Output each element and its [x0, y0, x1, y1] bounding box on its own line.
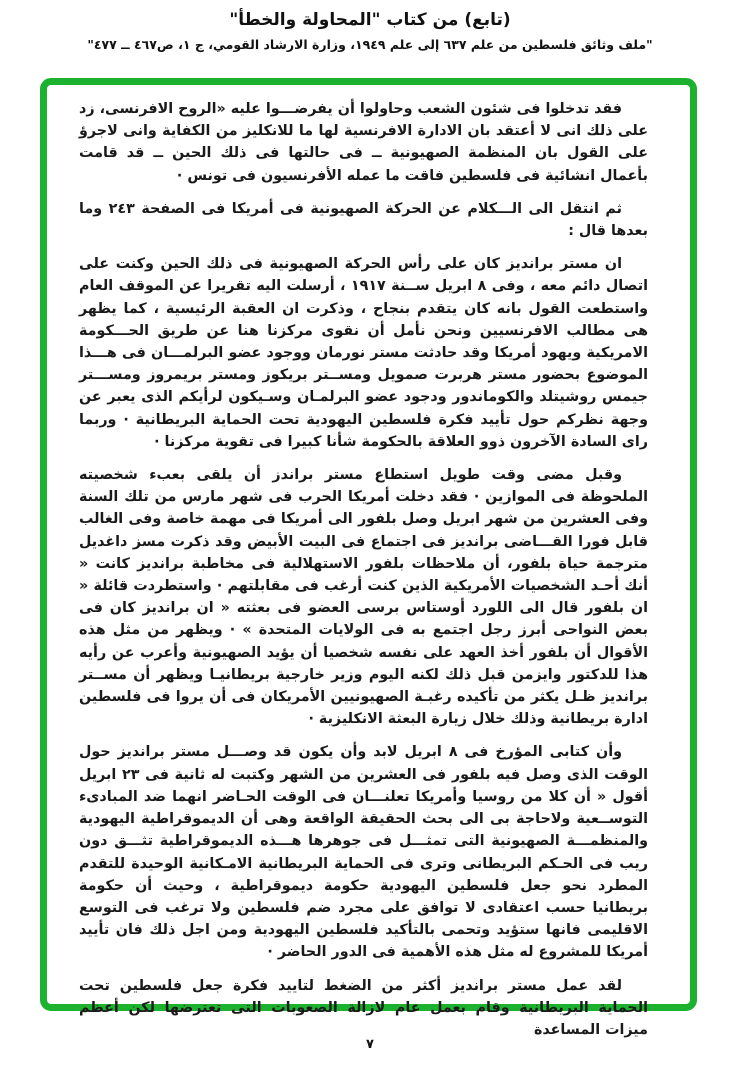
source-citation: "ملف وثائق فلسطين من علم ٦٣٧ إلى علم ١٩٤٩، وزارة الارشاد القومي، ج ١، ص٤٦٧ ــ ٤٧٧" — [87, 37, 653, 52]
paragraph-2: ثم انتقل الى الـــكلام عن الحركة الصهيونية فى أمريكا فى الصفحة ٢٤٣ وما بعدها قال : — [79, 200, 648, 240]
paragraph-1: فقد تدخلوا فى شئون الشعب وحاولوا أن يفرضـــوا عليه «الروح الافرنسى، زد على ذلك انى لا أعتقد بان الادارة الافرنسية لها ما للانكليز من الكفاية وانى لاجرؤ على القول بان المنظمة الصهيونية ــ فى حالتها فى ذلك الحين ــ قد قامت بأعمال انشائية فى فلسطين فاقت ما عمله الأفرنسيون فى تونس · — [79, 101, 648, 184]
page-number: ٧ — [366, 1037, 374, 1052]
scanned-text-block — [79, 98, 648, 1052]
paragraph-3: ان مستر برانديز كان على رأس الحركة الصهيونية فى ذلك الحين وكنت على اتصال دائم معه ، وفى ٨ ابريل ســنة ١٩١٧ ، أرسلت اليه تقريرا عن الموقف العام واستطعت القول بانه كان يتقدم بنجاح ، وذكرت ان العقبة الرئيسية ، كما يظهر هى مطالب الافرنسيين ونحن نأمل أن نقوى مركزنا هنا عن طريق الحـــكومة الامريكية ويهود أمريكا وقد حادثت مستر نورمان ووجود عضو البرلمـــان فى هـــذا الموضوع بحضور مستر هربرت صمويل ومســتر بريكوز ومستر بريمروز ومســـتر جيمس روشيتلد والكوماندور ودجود عضو البرلمـان وسـيكون لرأيكم الذى يعبر عن وجهة نظركم حول تأييد فكرة فلسطين اليهودية تحت الحماية البريطانية · وربما راى السادة الآخرون ذوو العلاقة بالحكومة شأنا كبيرا فى تقوية مركزنا · — [79, 256, 648, 450]
book-title: (تابع) من كتاب "المحاولة والخطأ" — [229, 10, 511, 30]
page-header — [0, 10, 740, 52]
paragraph-4: وقبل مضى وقت طويل استطاع مستر براندز أن يلقى بعبء شخصيته الملحوظة فى الموازين · فقد دخلت أمريكا الحرب فى شهر مارس من تلك السنة وفى العشرين من شهر ابريل وصل بلفور الى أمريكا فى مهمة خاصة وفى الغالب قابل فورا القـــاضى برانديز فى اجتماع فى البيت الأبيض وقد ذكرت مسز داغديل مترجمة حياة بلفور، أن ملاحظات بلفور الاستهلالية فى مخاطبة برانديز كانت « أنك أحـد الشخصيات الأمريكية الذين كنت أرغب فى مقابلتهم · واستطردت قائلة « ان بلفور قال الى اللورد أوستاس برسى العضو فى بعثته « ان برانديز كان فى بعض النواحى أبرز رجل اجتمع به فى الولايات المتحدة » · ويظهر من مثل هذه الأقوال أن بلفور أخذ العهد على نفسه شخصيا أن يؤيد الصهيونية وأعرب عن رأيه هذا للدكتور وايزمن قبل ذلك لكنه اليوم وزير خارجية بريطانيـا ويظهر أن مســتر برانديز ظـل يكثر من تأكيده رغبـة الصهيونيين الأمريكان فى أن يروا فى فلسطين ادارة بريطانية وذلك خلال زيارة البعثة الانكليزية · — [79, 467, 648, 728]
green-scan-frame — [40, 78, 697, 1038]
paragraph-5: وأن كتابى المؤرخ فى ٨ ابريل لابد وأن يكون قد وصـــل مستر برانديز حول الوقت الذى وصل فيه بلفور فى العشرين من الشهر وكتبت له ثانية فى ٢٣ ابريل أقول « أن كلا من روسيا وأمريكا تعلنـــان فى الوقت الحـاضر انهما ضد المبادىء التوســعية ولاحاجة بى الى بحث الحقيقة الواقعة وهى أن الديموقراطية اليهودية والمنظمـــة الصهيونية التى تمثـــل فى جوهرها هـــذه الديموقراطية تثـــق دون ريب فى الحـكم البريطانى وترى فى الحماية البريطانية الامـكانية الوحيدة للتقدم المطرد نحو جعل فلسطين اليهودية حكومة ديموقراطية ، وحيث أن حكومة بريطانيا حسب اعتقادى لا توافق على مجرد ضم فلسطين ولا ترغب فى التوسع الاقليمى فانها ستؤيد وتحمى بالتأكيد فلسطين اليهودية ومن اجل ذلك فان تأييد أمريكا للمشروع له مثل هذه الأهمية فى الدور الحاضر · — [79, 744, 648, 961]
paragraph-6: لقد عمل مستر برانديز أكثر من الضغط لتاييد فكرة جعل فلسطين تحت الحماية البريطانية وقام بعمل عام لازالة الصعوبات التى تعترضها لكن أعظم ميزات المساعدة — [79, 977, 648, 1038]
